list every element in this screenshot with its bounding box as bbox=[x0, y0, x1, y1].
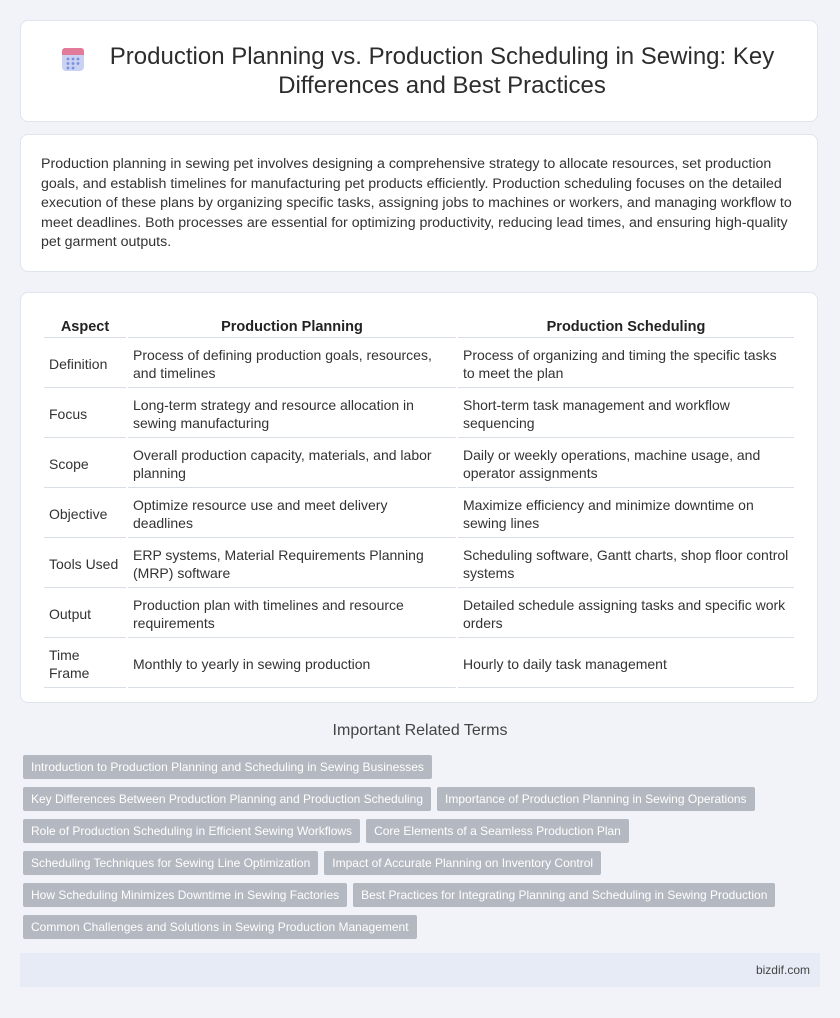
row-planning: ERP systems, Material Requirements Planning (MRP) software bbox=[128, 540, 456, 588]
related-term-link[interactable]: Core Elements of a Seamless Production Plan bbox=[366, 819, 629, 843]
row-scheduling: Hourly to daily task management bbox=[458, 640, 794, 688]
row-aspect: Time Frame bbox=[44, 640, 126, 688]
row-planning: Optimize resource use and meet delivery deadlines bbox=[128, 490, 456, 538]
related-term-link[interactable]: Impact of Accurate Planning on Inventory Control bbox=[324, 851, 601, 875]
table-row bbox=[44, 490, 794, 538]
related-term-link[interactable]: Best Practices for Integrating Planning and Scheduling in Sewing Production bbox=[353, 883, 775, 907]
row-scheduling: Short-term task management and workflow sequencing bbox=[458, 390, 794, 438]
table-row bbox=[44, 390, 794, 438]
intro-card bbox=[20, 134, 818, 272]
footer-site-link[interactable]: bizdif.com bbox=[755, 963, 810, 977]
related-terms-list bbox=[22, 755, 822, 947]
row-aspect: Output bbox=[44, 590, 126, 638]
table-row bbox=[44, 540, 794, 588]
row-scheduling: Maximize efficiency and minimize downtime on sewing lines bbox=[458, 490, 794, 538]
row-planning: Production plan with timelines and resource requirements bbox=[128, 590, 456, 638]
footer bbox=[20, 953, 820, 987]
related-term-link[interactable]: Importance of Production Planning in Sewing Operations bbox=[437, 787, 755, 811]
comparison-table bbox=[42, 313, 796, 690]
related-term-link[interactable]: How Scheduling Minimizes Downtime in Sewing Factories bbox=[23, 883, 347, 907]
row-scheduling: Process of organizing and timing the specific tasks to meet the plan bbox=[458, 340, 794, 388]
comparison-card bbox=[20, 292, 818, 703]
row-planning: Long-term strategy and resource allocation in sewing manufacturing bbox=[128, 390, 456, 438]
header-card bbox=[20, 20, 818, 122]
row-aspect: Objective bbox=[44, 490, 126, 538]
header-aspect: Aspect bbox=[44, 315, 126, 338]
row-aspect: Tools Used bbox=[44, 540, 126, 588]
page-title: Production Planning vs. Production Scheduling in Sewing: Key Differences and Best Practices bbox=[109, 43, 775, 99]
header-production-planning: Production Planning bbox=[128, 315, 456, 338]
row-scheduling: Scheduling software, Gantt charts, shop floor control systems bbox=[458, 540, 794, 588]
row-aspect: Focus bbox=[44, 390, 126, 438]
related-term-link[interactable]: Scheduling Techniques for Sewing Line Optimization bbox=[23, 851, 318, 875]
header-production-scheduling: Production Scheduling bbox=[458, 315, 794, 338]
document-icon bbox=[61, 46, 85, 72]
table-row bbox=[44, 640, 794, 688]
related-term-link[interactable]: Role of Production Scheduling in Efficient Sewing Workflows bbox=[23, 819, 360, 843]
table-row bbox=[44, 590, 794, 638]
row-aspect: Scope bbox=[44, 440, 126, 488]
related-term-link[interactable]: Introduction to Production Planning and Scheduling in Sewing Businesses bbox=[23, 755, 432, 779]
row-aspect: Definition bbox=[44, 340, 126, 388]
row-planning: Overall production capacity, materials, and labor planning bbox=[128, 440, 456, 488]
row-scheduling: Daily or weekly operations, machine usage, and operator assignments bbox=[458, 440, 794, 488]
row-planning: Process of defining production goals, resources, and timelines bbox=[128, 340, 456, 388]
table-row bbox=[44, 440, 794, 488]
table-header-row bbox=[44, 315, 794, 338]
related-terms-heading: Important Related Terms bbox=[332, 722, 508, 739]
related-term-link[interactable]: Key Differences Between Production Planning and Production Scheduling bbox=[23, 787, 431, 811]
related-term-link[interactable]: Common Challenges and Solutions in Sewing Production Management bbox=[23, 915, 417, 939]
table-row bbox=[44, 340, 794, 388]
row-scheduling: Detailed schedule assigning tasks and specific work orders bbox=[458, 590, 794, 638]
intro-paragraph: Production planning in sewing pet involves designing a comprehensive strategy to allocate resources, set production goals, and establish timelines for manufacturing pet products efficiently. Production scheduling focuses on the detailed execution of these plans by organizing specific tasks, assigning jobs to machines or workers, and managing workflow to meet deadlines. Both processes are essential for optimizing productivity, reducing lead times, and ensuring high-quality pet garment outputs. bbox=[41, 156, 792, 250]
row-planning: Monthly to yearly in sewing production bbox=[128, 640, 456, 688]
